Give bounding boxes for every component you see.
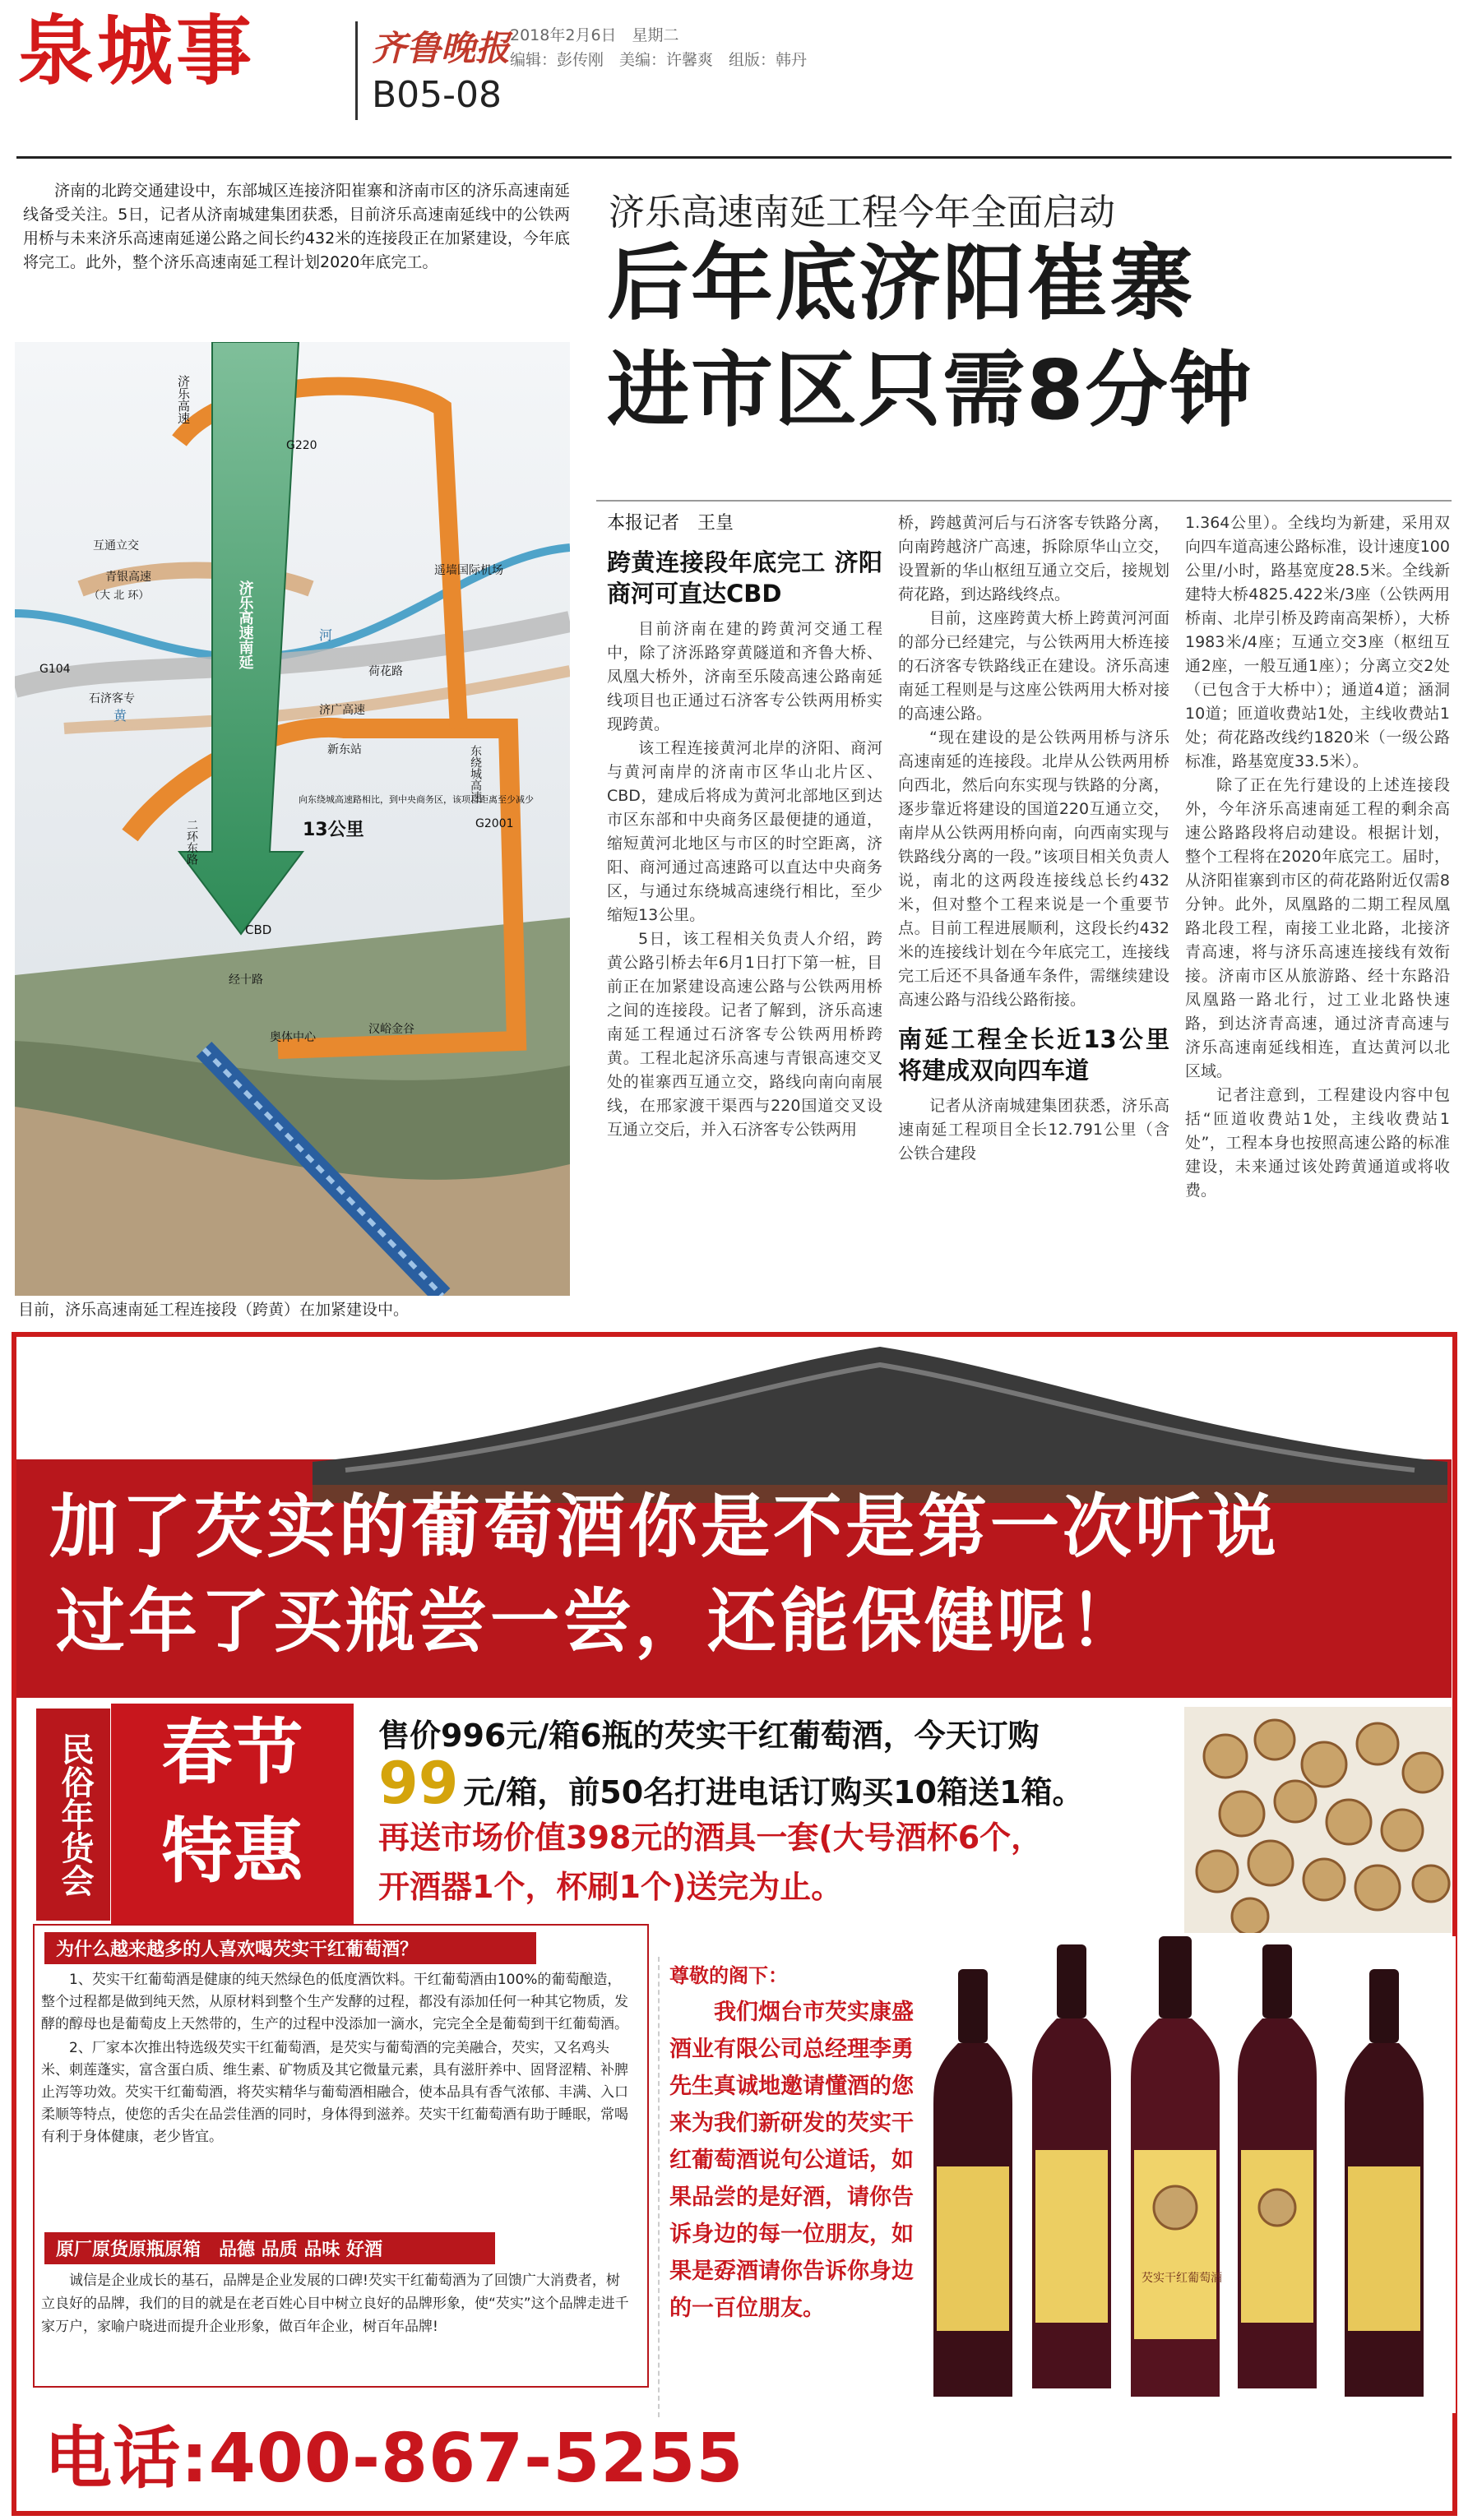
body-paragraph: 记者注意到，工程建设内容中包括“匝道收费站1处，主线收费站1处”，工程本身也按照高速公路的标准建设，未来通过该处跨黄通道或将收费。 [1185,1086,1450,1200]
promo-price-text: 元/箱，前50名打进电话订购买10箱送1箱。 [463,1774,1084,1810]
body-paragraph: 目前，这座跨黄大桥上跨黄河河面的部分已经建完，与公铁两用大桥连接的石济客专铁路线正在建设。济乐高速南延工程则是与这座公铁两用大桥对接的高速公路。 [898,609,1169,723]
body-paragraph: 1.364公里）。全线均为新建，采用双向四车道高速公路标准，设计速度100公里/小时，路基宽度28.5米。全线新建特大桥4825.422米/3座（公铁两用桥南、北岸引桥及跨南高架桥），大桥1983米/4座；互通立交3座（枢纽互通2座，一般互通1座）；分离立交2处（已包含于大桥中）；通道4道；涵洞10道；匝道收费站1处，主线收费站1处；荷花路改线约1820米（一级公路标准，路基宽度33.5米）。 [1185,514,1450,770]
map-label-ring2: 二环东路 [185,819,198,865]
spring-festival-badge [111,1704,354,1926]
badge-line1: 春节 [161,1711,303,1794]
promo-line4: 开酒器1个，杯刷1个)送完为止。 [378,1869,843,1905]
map-label-sports: 奥体中心 [270,1031,316,1044]
map-label-jile: 济乐高速 [176,375,191,424]
masthead-divider [355,21,358,120]
why-paragraph: 2、厂家本次推出特选级芡实干红葡萄酒，是芡实与葡萄酒的完美融合，芡实，又名鸡头米、刺莲蓬实，富含蛋白质、维生素、矿物质及其它微量元素，具有滋肝养中、固肾涩精、补脾止泻等功效。芡实干红葡萄酒，将芡实精华与葡萄酒相融合，使本品具有香气浓郁、丰满、入口柔顺等特点，使您的舌尖在品尝佳酒的同时，身体得到滋养。芡实干红葡萄酒有助于睡眠，常喝有利于身体健康，老少皆宜。 [41,2040,628,2145]
letter-body: 我们烟台市芡实康盛酒业有限公司总经理李勇先生真诚地邀请懂酒的您来为我们新研发的芡实干红葡萄酒说句公道话，如果品尝的是好酒，请你告诉身边的每一位朋友，如果是孬酒请你告诉你身边的一百位朋友。 [669,2000,914,2321]
body-paragraph: 该工程连接黄河北岸的济阳、商河与黄河南岸的济南市区华山北片区、CBD，建成后将成为黄河北部地区到达市区东部和中央商务区最便捷的通道，缩短黄河北地区与市区的时空距离，济阳、商河通过高速路可以直达中央商务区，与通过东绕城高速绕行相比，至少缩短13公里。 [607,739,882,924]
body-paragraph: 记者从济南城建集团获悉，济乐高速南延工程项目全长12.791公里（含公铁合建段 [898,1097,1169,1163]
map-label-south: 济乐高速南延 [236,580,254,669]
photo-caption: 目前，济乐高速南延工程连接段（跨黄）在加紧建设中。 [18,1301,410,1319]
promo-price: 99 [378,1750,459,1817]
promo-line1: 售价996元/箱6瓶的芡实干红葡萄酒，今天订购 [378,1718,1040,1754]
paper-name-logo: 齐鲁晚报 [372,28,511,68]
section-title: 泉城事 [18,7,256,95]
bottle-label-text: 芡实干红葡萄酒 [1142,2272,1222,2285]
map-label-13km: 13公里 [303,820,364,840]
headline-rule [596,500,1452,502]
issue-date: 2018年2月6日 星期二 [510,26,679,44]
subheading-1: 跨黄连接段年底完工 济阳商河可直达CBD [607,548,882,608]
article-column-3 [1185,511,1450,1309]
hotline-number: 电话:400-867-5255 [44,2420,744,2498]
origin-text: 诚信是企业成长的基石，品牌是企业发展的口碑!芡实干红葡萄酒为了回馈广大消费者，树立良好的品牌，我们的目的就是在老百姓心目中树立良好的品牌形象，使“芡实”这个品牌走进千家万户，家喻户晓进而提升企业形象，做百年企业，树百年品牌! [41,2273,629,2335]
body-paragraph: 目前济南在建的跨黄河交通工程中，除了济泺路穿黄隧道和齐鲁大桥、凤凰大桥外，济南至乐陵高速公路南延线项目也正通过石济客专公铁两用桥实现跨黄。 [607,620,882,733]
why-heading: 为什么越来越多的人喜欢喝芡实干红葡萄酒？ [44,1932,536,1964]
map-label-river-he: 河 [319,627,333,643]
map-label-east-ring: 东绕城高速 [469,745,482,802]
map-label-qingyin: 青银高速 [105,571,151,584]
promo-line2 [378,1750,1084,1817]
editor-credits: 编辑：彭传刚 美编：许馨爽 组版：韩丹 [510,51,808,69]
body-paragraph: “现在建设的是公铁两用桥与济乐高速南延的连接段。北岸从公铁两用桥向西北，然后向东实现与铁路的分离，逐步靠近将建设的国道220互通立交，南岸从公铁两用桥向南，向西南实现与铁路线分离的一段。”该项目相关负责人说，南北的这两段连接线总长约432米，但对整个工程来说是一个重要节点。目前工程进展顺利，这段长约432米的连接线计划在今年底完工，连接线完工后还不具备通车条件，需继续建设高速公路与沿线公路衔接。 [898,728,1169,1009]
body-paragraph: 除了正在先行建设的上述连接段外，今年济乐高速南延工程的剩余高速公路路段将启动建设。根据计划，整个工程将在2020年底完工。届时，从济阳崔寨到市区的荷花路附近仅需8分钟。此外，凤凰路的二期工程凤凰路北段工程，南接工业北路，北接济青高速，将与济乐高速连接线有效衔接。济南市区从旅游路、经十东路沿凤凰路一路北行，过工业北路快速路，到达济青高速，通过济青高速与济乐高速南延线相连，直达黄河以北区域。 [1185,776,1450,1080]
map-label-shiji: 石济客专 [89,692,135,705]
route-map [15,342,570,1296]
map-label-g220: G220 [286,439,317,452]
article-column-1 [607,511,882,1309]
article-lead: 济南的北跨交通建设中，东部城区连接济阳崔寨和济南市区的济乐高速南延线备受关注。5日，记者从济南城建集团获悉，目前济乐高速南延线中的公铁两用桥与未来济乐高速南延递公路之间长约432米的连接段正在加紧建设，今年底将完工。此外，整个济乐高速南延工程计划2020年底完工。 [23,182,571,271]
subheading-2: 南延工程全长近13公里 将建成双向四车道 [898,1025,1169,1084]
main-headline-line2: 进市区只需8分钟 [607,342,1253,438]
origin-heading: 原厂原货原瓶原箱 品德 品质 品味 好酒 [44,2232,495,2264]
byline: 本报记者 王皇 [607,513,734,534]
body-paragraph: 桥，跨越黄河后与石济客专铁路分离，向南跨越济广高速，拆除原华山立交，设置新的华山枢纽互通立交后，接规划荷花路，到达路线终点。 [898,514,1169,603]
map-label-interchange: 互通立交 [93,539,139,553]
badge-line2: 特惠 [161,1810,303,1893]
why-paragraph: 1、芡实干红葡萄酒是健康的纯天然绿色的低度酒饮料。干红葡萄酒由100%的葡萄酿造，整个过程都是做到纯天然，从原材料到整个生产发酵的过程，都没有添加任何一种其它物质，发酵的醇母也是葡萄皮上天然带的，生产的过程中没添加一滴水，完完全全是葡萄到干红葡萄酒。 [41,1972,628,2032]
body-paragraph: 5日，该工程相关负责人介绍，跨黄公路引桥去年6月1日打下第一桩，目前正在加紧建设高速公路与公铁两用桥之间的连接段。记者了解到，济乐高速南延工程通过石济客专公铁两用桥跨黄。工程北起济乐高速与青银高速交叉处的崔寨西互通立交，路线向南向南展线，在邢家渡干渠西与220国道交叉设互通立交后，并入石济客专公铁两用 [607,930,882,1139]
why-text [41,1969,633,2150]
map-label-beihuan: （大 北 环） [89,590,150,602]
promo-line3: 再送市场价值398元的酒具一套(大号酒杯6个， [378,1819,1043,1856]
map-label-g104: G104 [39,663,71,676]
map-label-hanyu: 汉峪金谷 [368,1023,414,1036]
article-column-2 [898,511,1169,1309]
ad-title-line1: 加了芡实的葡萄酒你是不是第一次听说 [49,1486,1280,1567]
folk-fair-seal: 民俗年货会 [36,1709,110,1921]
map-label-station: 新东站 [327,743,362,756]
kicker-headline: 济乐高速南延工程今年全面启动 [609,192,1115,234]
gorgon-seeds-photo [1184,1707,1452,1933]
map-label-note: 向东绕城高速路相比，到中央商务区，该项目距离至少减少 [299,794,534,805]
letter-salutation: 尊敬的阁下： [669,1963,788,1987]
map-label-hehua: 荷花路 [368,665,403,678]
map-label-jingshi: 经十路 [229,973,263,987]
map-label-airport: 遥墙国际机场 [434,564,503,577]
map-label-jiguang: 济广高速 [319,704,365,717]
top-rule [16,156,1452,159]
map-label-cbd: CBD [245,922,272,937]
map-label-river-huang: 黄 [113,708,127,724]
main-headline-line1: 后年底济阳崔寨 [607,235,1194,331]
ad-title-line2: 过年了买瓶尝一尝，还能保健呢！ [56,1580,1142,1662]
invitation-letter [658,1957,933,2417]
map-label-g2001: G2001 [475,817,514,830]
wine-bottles-photo [917,1936,1456,2413]
page-number: B05-08 [372,74,502,116]
